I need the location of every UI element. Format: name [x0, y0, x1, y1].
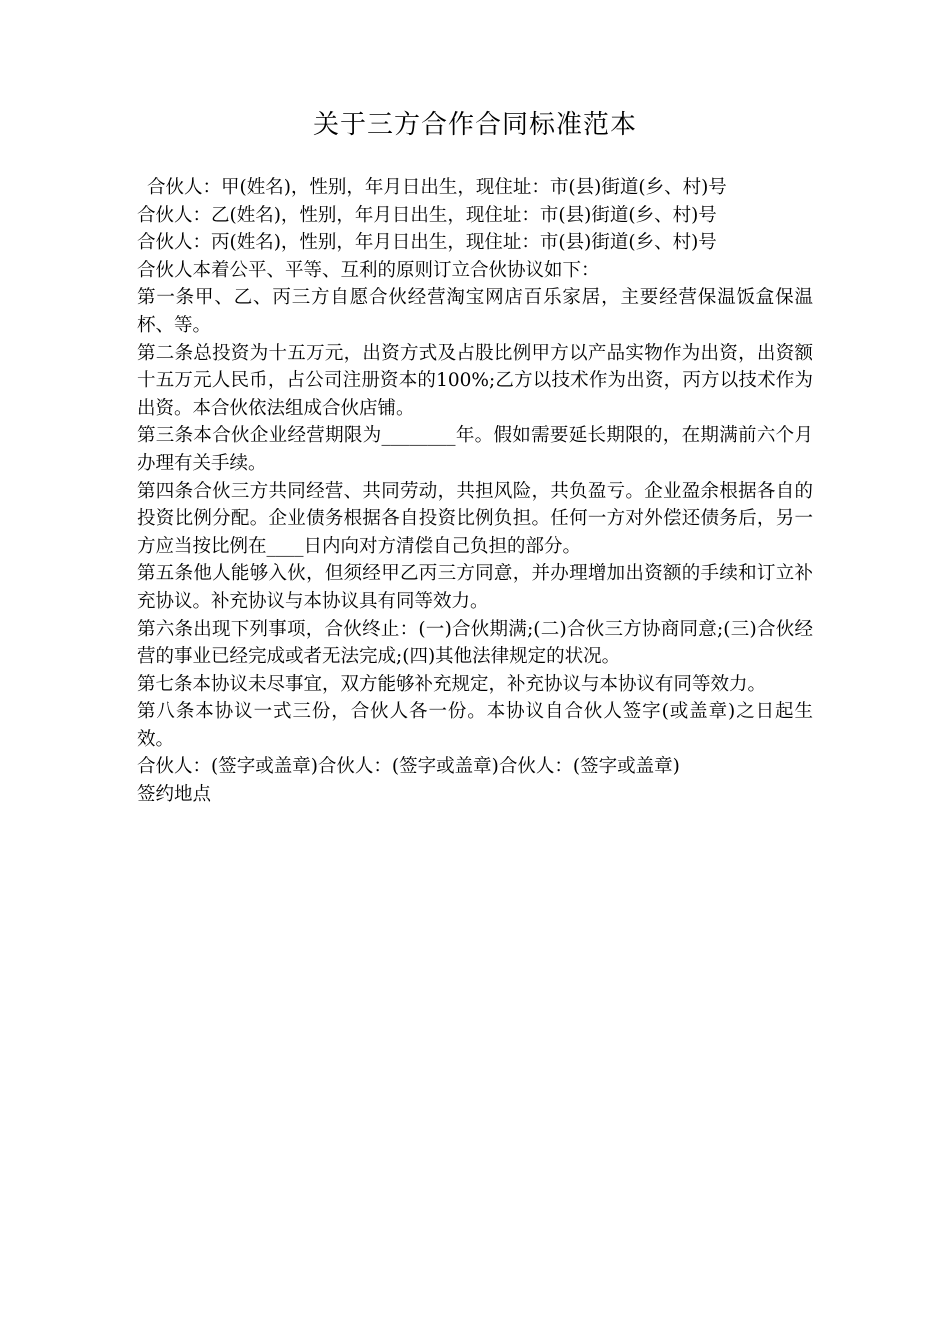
article-2: 第二条总投资为十五万元，出资方式及占股比例甲方以产品实物作为出资，出资额十五万元人民币，占公司注册资本的100%;乙方以技术作为出资，丙方以技术作为出资。本合伙依法组成合伙店铺。: [137, 342, 813, 419]
article-6: 第六条出现下列事项，合伙终止：(一)合伙期满;(二)合伙三方协商同意;(三)合伙经营的事业已经完成或者无法完成;(四)其他法律规定的状况。: [137, 618, 813, 668]
document-body: [137, 174, 813, 809]
signature-line: 合伙人：(签字或盖章)合伙人：(签字或盖章)合伙人：(签字或盖章): [137, 756, 680, 778]
article-3: 第三条本合伙企业经营期限为________年。假如需要延长期限的，在期满前六个月办理有关手续。: [137, 425, 813, 474]
article-7: 第七条本协议未尽事宜，双方能够补充规定，补充协议与本协议有同等效力。: [137, 673, 767, 695]
article-4: 第四条合伙三方共同经营、共同劳动，共担风险，共负盈亏。企业盈余根据各自的投资比例分配。企业债务根据各自投资比例负担。任何一方对外偿还债务后，另一方应当按比例在____日内向对方清偿自己负担的部分。: [137, 480, 813, 557]
article-1: 第一条甲、乙、丙三方自愿合伙经营淘宝网店百乐家居，主要经营保温饭盒保温杯、等。: [137, 287, 813, 336]
document-title: 关于三方合作合同标准范本: [312, 110, 637, 140]
signing-location: 签约地点: [137, 784, 212, 806]
partner-a-line: 合伙人：甲(姓名)，性别，年月日出生，现住址：市(县)街道(乡、村)号: [147, 177, 727, 198]
partner-c-line: 合伙人：丙(姓名)，性别，年月日出生，现住址：市(县)街道(乡、村)号: [137, 232, 717, 254]
article-5: 第五条他人能够入伙，但须经甲乙丙三方同意，并办理增加出资额的手续和订立补充协议。补充协议与本协议具有同等效力。: [137, 563, 813, 612]
partner-b-line: 合伙人：乙(姓名)，性别，年月日出生，现住址：市(县)街道(乡、村)号: [137, 204, 717, 226]
preamble: 合伙人本着公平、平等、互利的原则订立合伙协议如下：: [137, 259, 600, 281]
article-8: 第八条本协议一式三份，合伙人各一份。本协议自合伙人签字(或盖章)之日起生效。: [137, 701, 813, 750]
